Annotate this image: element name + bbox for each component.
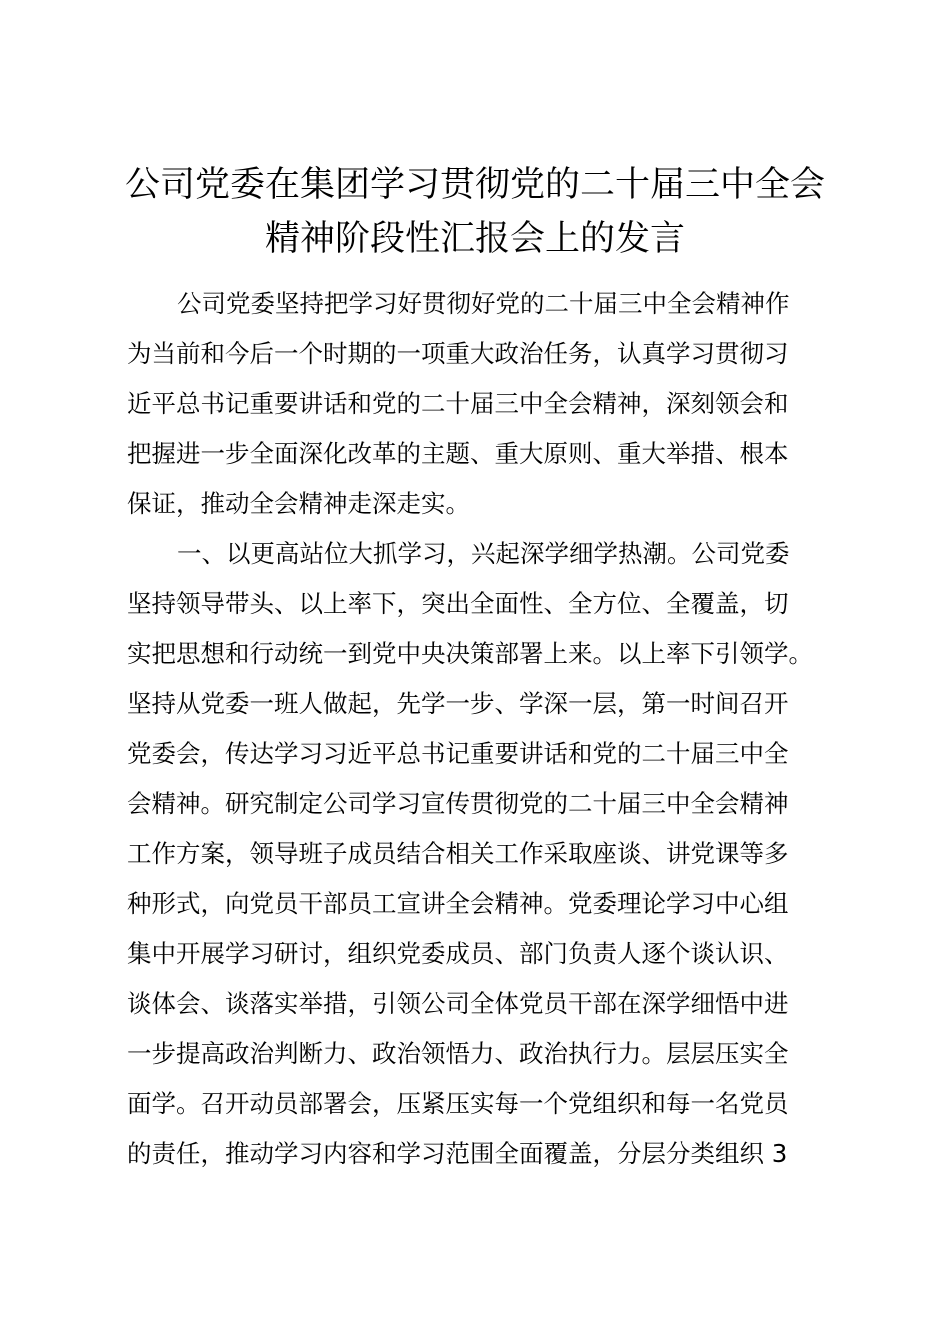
body-line-9: 坚持从党委一班人做起，先学一步、学深一层，第一时间召开 (127, 689, 789, 718)
body-line-15: 谈体会、谈落实举措，引领公司全体党员干部在深学细悟中进 (127, 989, 789, 1018)
body-line-3: 近平总书记重要讲话和党的二十届三中全会精神，深刻领会和 (127, 389, 789, 418)
body-line-13: 种形式，向党员干部员工宣讲全会精神。党委理论学习中心组 (127, 889, 789, 918)
body-line-17: 面学。召开动员部署会，压紧压实每一个党组织和每一名党员 (127, 1089, 789, 1118)
body-line-18: 的责任，推动学习内容和学习范围全面覆盖，分层分类组织 3 (127, 1139, 788, 1168)
body-line-4: 把握进一步全面深化改革的主题、重大原则、重大举措、根本 (127, 439, 789, 468)
body-line-1: 公司党委坚持把学习好贯彻好党的二十届三中全会精神作 (177, 289, 790, 318)
body-line-10: 党委会，传达学习习近平总书记重要讲话和党的二十届三中全 (127, 739, 789, 768)
body-line-12: 工作方案，领导班子成员结合相关工作采取座谈、讲党课等多 (127, 839, 789, 868)
body-line-5: 保证，推动全会精神走深走实。 (127, 489, 470, 518)
body-line-14: 集中开展学习研讨，组织党委成员、部门负责人逐个谈认识、 (127, 939, 789, 968)
body-line-6: 一、以更高站位大抓学习，兴起深学细学热潮。公司党委 (177, 539, 790, 568)
body-line-2: 为当前和今后一个时期的一项重大政治任务，认真学习贯彻习 (127, 339, 789, 368)
body-line-11: 会精神。研究制定公司学习宣传贯彻党的二十届三中全会精神 (127, 789, 789, 818)
document-title-line-1: 公司党委在集团学习贯彻党的二十届三中全会 (124, 165, 825, 205)
body-line-16: 一步提高政治判断力、政治领悟力、政治执行力。层层压实全 (127, 1039, 789, 1068)
body-line-8: 实把思想和行动统一到党中央决策部署上来。以上率下引领学。 (127, 639, 813, 668)
document-title-line-2: 精神阶段性汇报会上的发言 (264, 219, 685, 259)
body-line-7: 坚持领导带头、以上率下，突出全面性、全方位、全覆盖，切 (127, 589, 789, 618)
